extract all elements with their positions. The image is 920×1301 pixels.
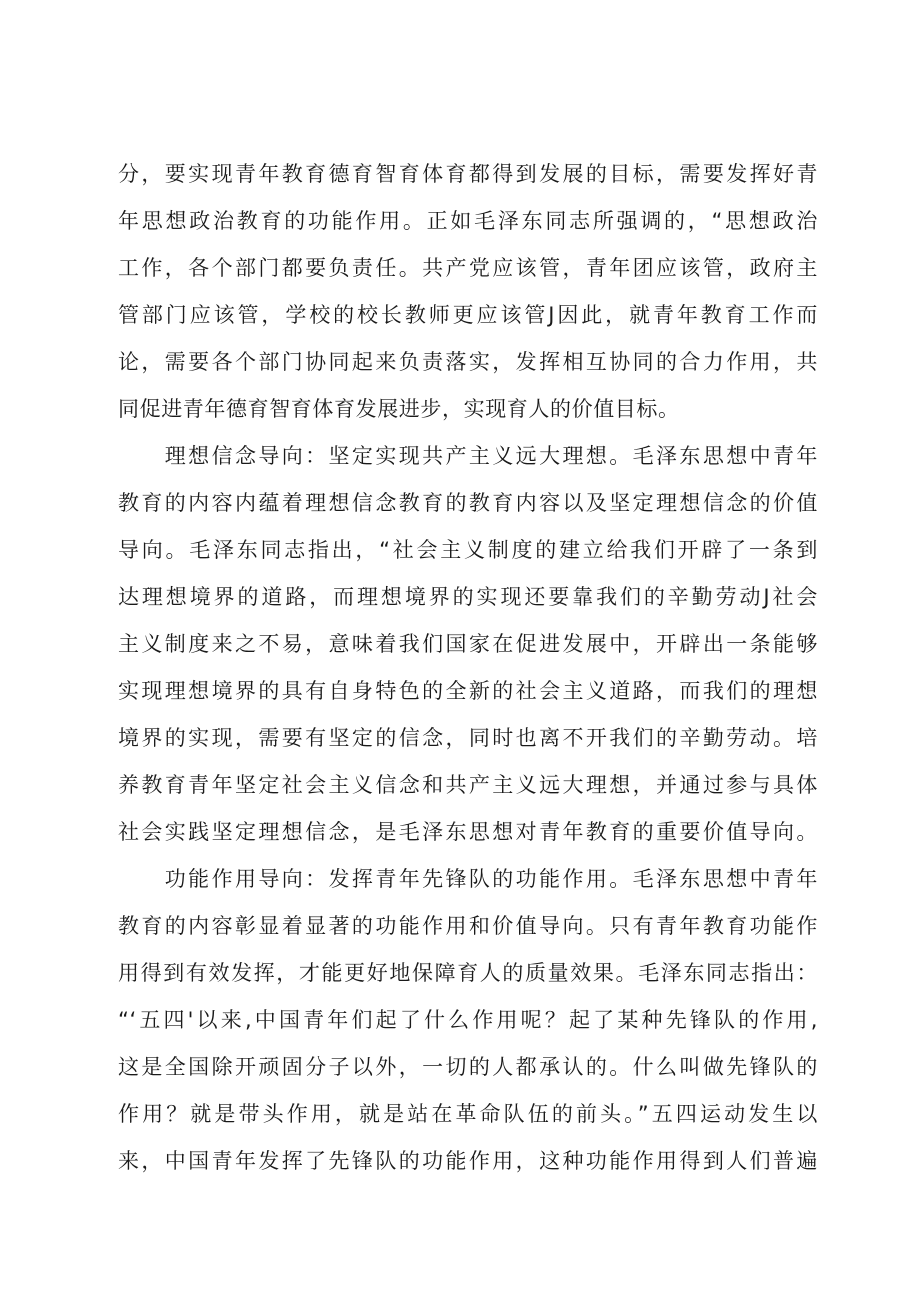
text-line: 导向。毛泽东同志指出，“社会主义制度的建立给我们开辟了一条到 — [118, 538, 818, 562]
text-line: 养教育青年坚定社会主义信念和共产主义远大理想，并通过参与具体 — [118, 773, 818, 797]
text-line: 来，中国青年发挥了先锋队的功能作用，这种功能作用得到人们普遍 — [118, 1149, 818, 1173]
text-line: 功能作用导向：发挥青年先锋队的功能作用。毛泽东思想中青年 — [118, 867, 818, 891]
text-line: 作用？就是带头作用，就是站在革命队伍的前头。”五四运动发生以 — [118, 1102, 818, 1126]
text-line: 实现理想境界的具有自身特色的全新的社会主义道路，而我们的理想 — [118, 679, 818, 703]
text-line: “‘五四'以来,中国青年们起了什么作用呢？起了某种先锋队的作用, — [118, 1008, 818, 1032]
text-line: 用得到有效发挥，才能更好地保障育人的质量效果。毛泽东同志指出： — [118, 961, 818, 985]
paragraph-end-line: 社会实践坚定理想信念，是毛泽东思想对青年教育的重要价值导向。 — [118, 820, 818, 844]
text-line: 论，需要各个部门协同起来负责落实，发挥相互协同的合力作用，共 — [118, 350, 818, 374]
text-line: 管部门应该管，学校的校长教师更应该管J因此，就青年教育工作而 — [118, 303, 818, 327]
text-line: 理想信念导向：坚定实现共产主义远大理想。毛泽东思想中青年 — [118, 444, 818, 468]
text-line: 教育的内容内蕴着理想信念教育的教育内容以及坚定理想信念的价值 — [118, 491, 818, 515]
text-line: 教育的内容彰显着显著的功能作用和价值导向。只有青年教育功能作 — [118, 914, 818, 938]
paragraph-end-line: 同促进青年德育智育体育发展进步，实现育人的价值目标。 — [118, 397, 680, 421]
text-line: 境界的实现，需要有坚定的信念，同时也离不开我们的辛勤劳动。培 — [118, 726, 818, 750]
text-line: 主义制度来之不易，意味着我们国家在促进发展中，开辟出一条能够 — [118, 632, 818, 656]
text-line: 工作，各个部门都要负责任。共产党应该管，青年团应该管，政府主 — [118, 256, 818, 280]
text-line: 这是全国除开顽固分子以外，一切的人都承认的。什么叫做先锋队的 — [118, 1055, 818, 1079]
text-line: 年思想政治教育的功能作用。正如毛泽东同志所强调的，“思想政治 — [118, 209, 818, 233]
text-line: 达理想境界的道路，而理想境界的实现还要靠我们的辛勤劳动J社会 — [118, 585, 818, 609]
body-text — [118, 151, 818, 1185]
text-line: 分，要实现青年教育德育智育体育都得到发展的目标，需要发挥好青 — [118, 162, 818, 186]
